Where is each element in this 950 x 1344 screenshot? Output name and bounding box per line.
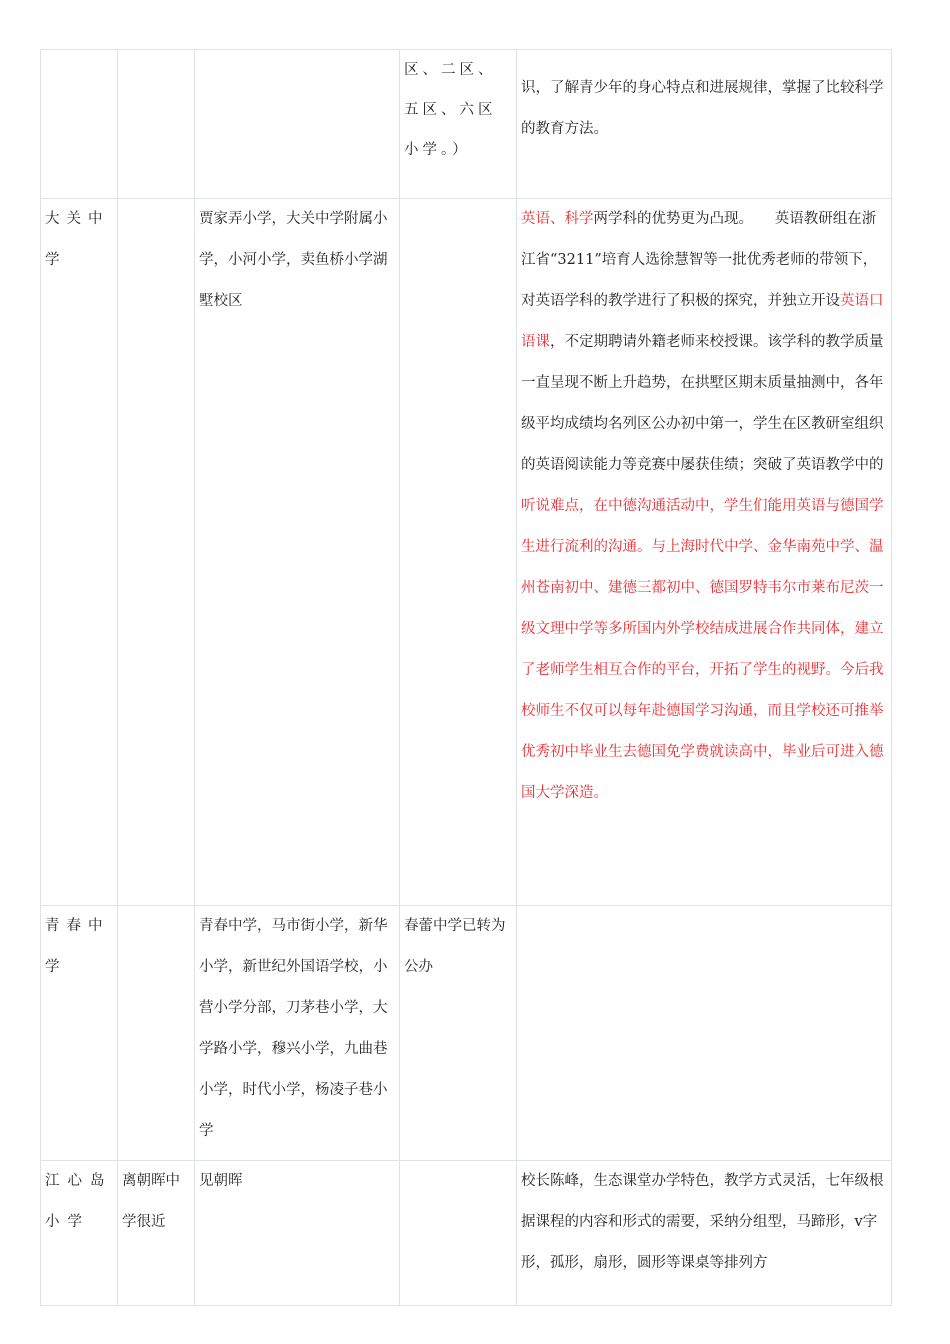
table-row (41, 906, 892, 1161)
description-cell (517, 199, 892, 906)
note-cell (400, 199, 517, 906)
description-cell (517, 906, 892, 1161)
description-text: 校长陈峰，生态课堂办学特色，教学方式灵活，七年级根据课程的内容和形式的需要，采纳分组型，马蹄形，v字形，孤形，扇形，圆形等课桌等排列方 (521, 1173, 884, 1271)
highlight-text: 听说难点，在中德沟通活动中，学生们能用英语与德国学生进行流利的沟通。与上海时代中学、金华南苑中学、温州苍南初中、建德三都初中、德国罗特韦尔市莱布尼茨一级文理中学等多所国内外学校结成进展合作共同体，建立了老师学生相互合作的平台，开拓了学生的视野。今后我校师生不仅可以每年赴德国学习沟通，而且学校还可推举优秀初中毕业生去德国免学费就读高中，毕业后可进入德国大学深造。 (521, 498, 884, 801)
description-text: 识，了解青少年的身心特点和进展规律，掌握了比较科学的教育方法。 (521, 80, 884, 137)
note-cell: 区、二区、五区、六区小学。） (400, 50, 517, 199)
description-text: ，不定期聘请外籍老师来校授课。该学科的教学质量一直呈现不断上升趋势，在拱墅区期末质量抽测中，各年级平均成绩均名列区公办初中第一，学生在区教研室组织的英语阅读能力等竞赛中屡获佳绩；突破了英语教学中的 (521, 334, 884, 473)
description-text: 两学科的优势更为凸现。 英语教研组在浙江省“3211”培育人选徐慧智等一批优秀老师的带领下，对英语学科的教学进行了积极的探究，并独立开设 (521, 211, 878, 309)
description-cell (517, 50, 892, 199)
school-name-cell: 江心岛小学 (41, 1161, 118, 1306)
distance-cell (118, 906, 195, 1161)
note-cell (400, 1161, 517, 1306)
school-name-cell: 青春中学 (41, 906, 118, 1161)
feeder-schools-cell (195, 50, 400, 199)
highlight-text: 英语、科学 (521, 211, 594, 227)
school-name-cell (41, 50, 118, 199)
school-name-cell: 大关中学 (41, 199, 118, 906)
distance-cell: 离朝晖中学很近 (118, 1161, 195, 1306)
feeder-schools-cell: 青春中学，马市街小学，新华小学，新世纪外国语学校，小营小学分部，刀茅巷小学，大学路小学，穆兴小学，九曲巷小学，时代小学，杨凌子巷小学 (195, 906, 400, 1161)
table-row (41, 50, 892, 199)
feeder-schools-cell: 见朝晖 (195, 1161, 400, 1306)
highlight-text: 英语口语课 (521, 293, 884, 350)
table-row (41, 1161, 892, 1306)
feeder-schools-cell: 贾家弄小学，大关中学附属小学，小河小学，卖鱼桥小学湖墅校区 (195, 199, 400, 906)
table-row (41, 199, 892, 906)
distance-cell (118, 50, 195, 199)
school-table (40, 49, 892, 1306)
note-cell: 春蕾中学已转为公办 (400, 906, 517, 1161)
distance-cell (118, 199, 195, 906)
description-cell (517, 1161, 892, 1306)
